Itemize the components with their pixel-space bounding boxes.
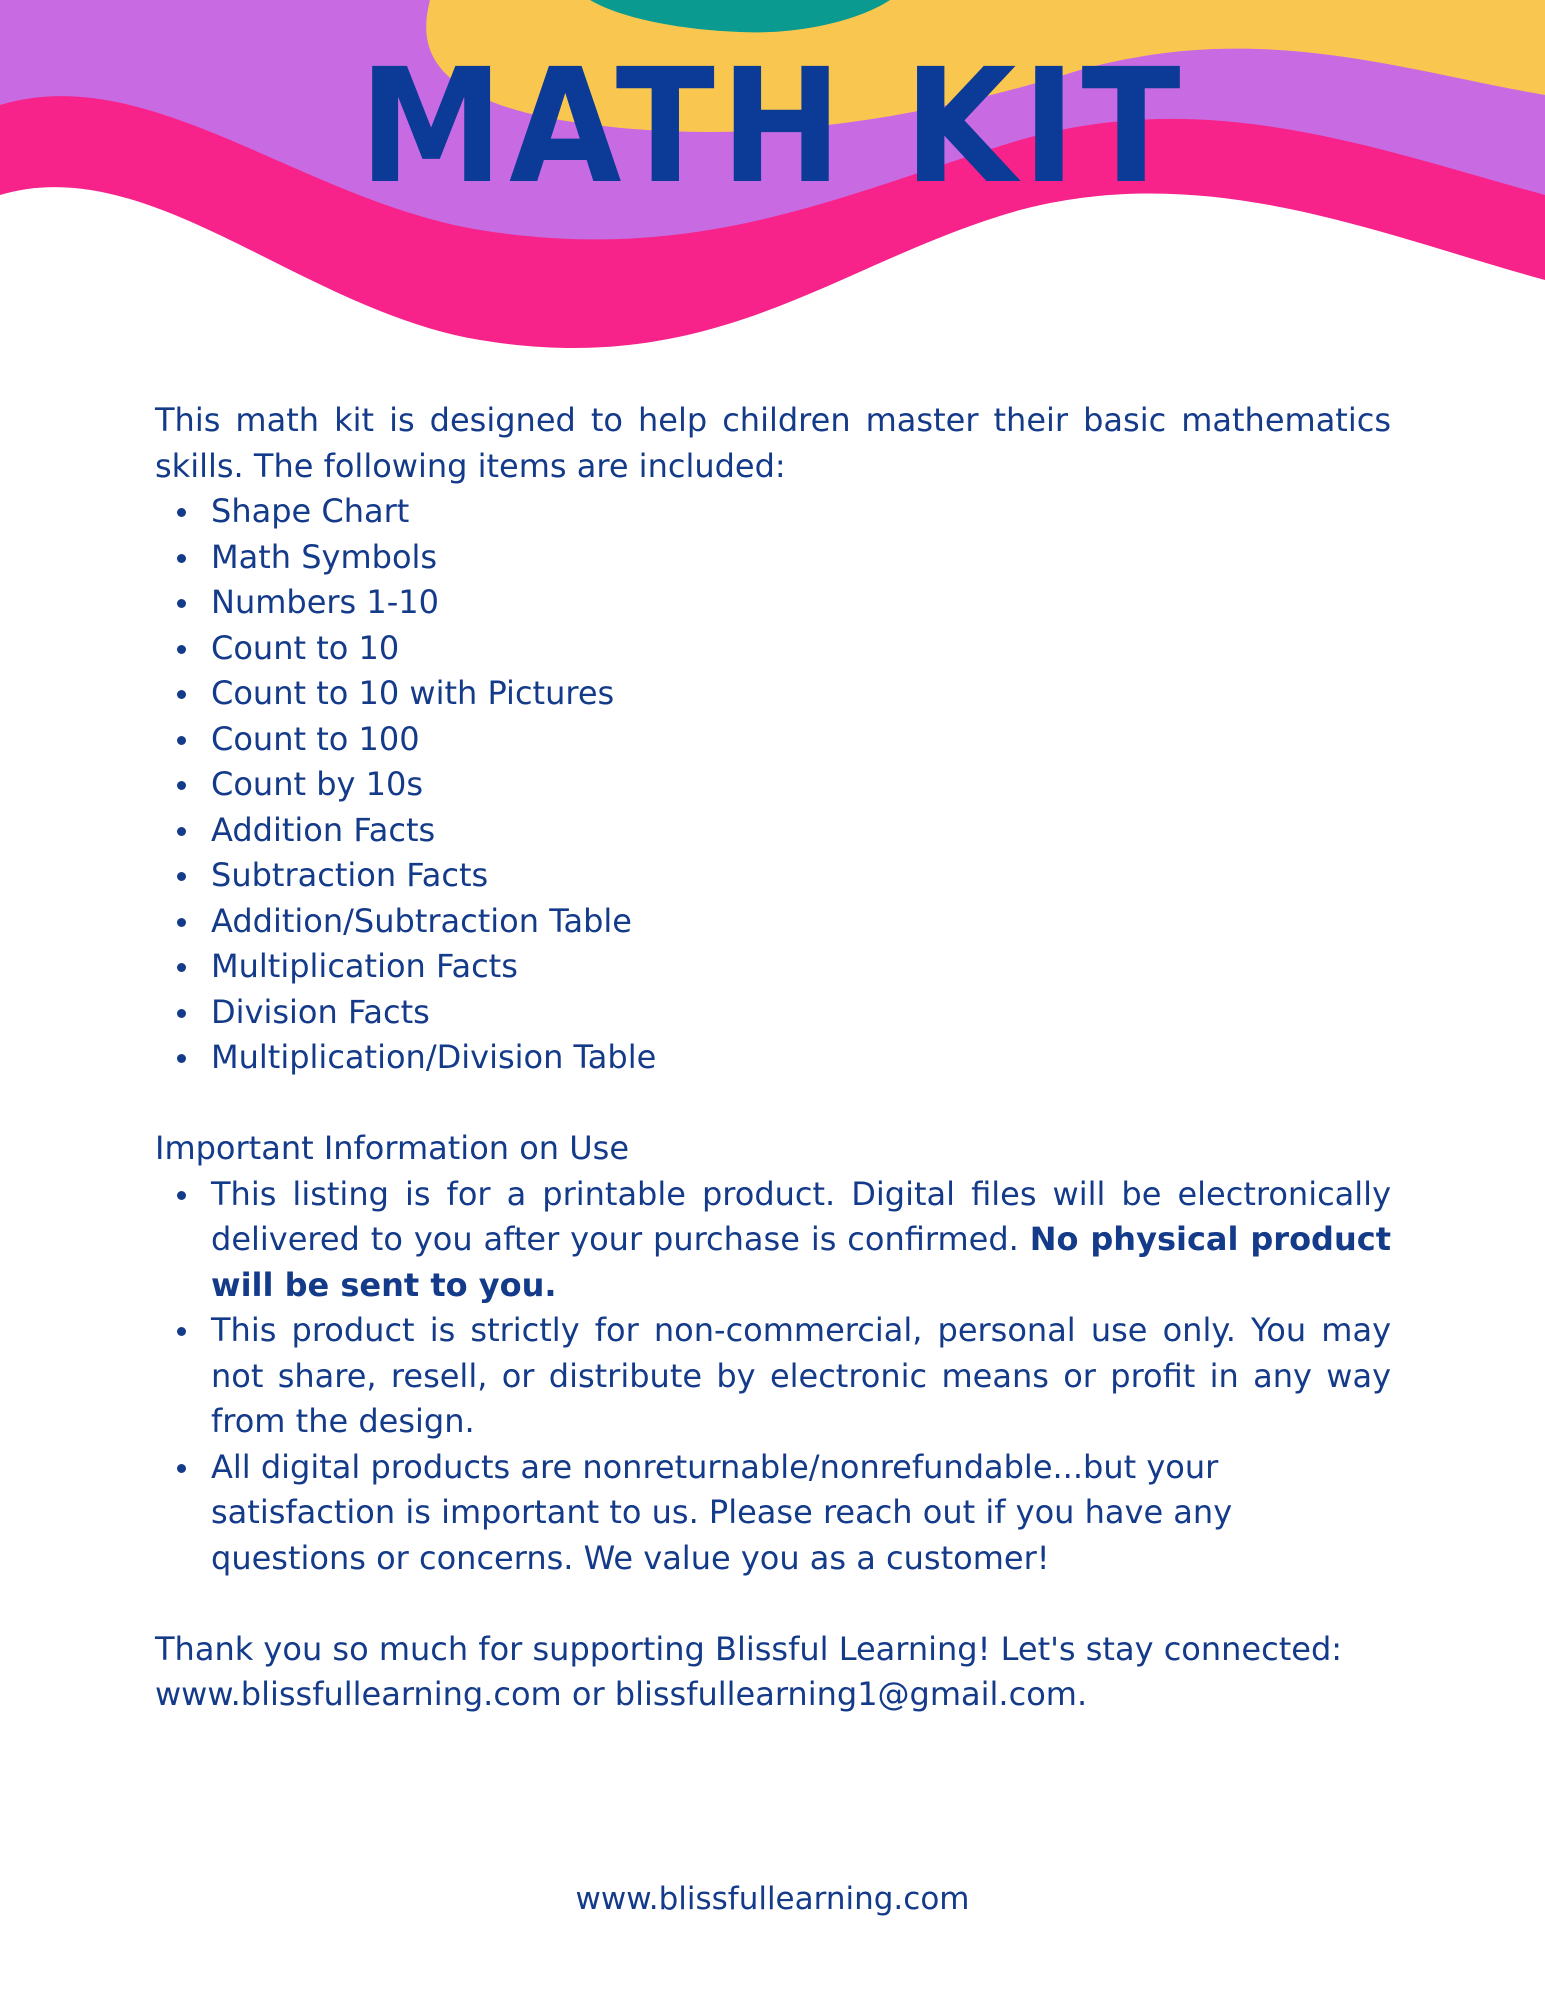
footer-website: www.blissfullearning.com [575, 1881, 970, 1917]
list-item: Division Facts [211, 990, 1391, 1036]
info-delivery-text: This listing is for a printable product. Digital files will be electronically delivered to you after your purchase is confirmed. [211, 1174, 1391, 1258]
list-item: Addition/Subtraction Table [211, 899, 1391, 945]
list-item: Math Symbols [211, 535, 1391, 581]
list-item: Multiplication Facts [211, 944, 1391, 990]
info-item-license: This product is strictly for non-commercial, personal use only. You may not share, resell, or distribute by electronic means or profit in any way from the design. [211, 1308, 1391, 1445]
info-heading: Important Information on Use [155, 1129, 630, 1167]
list-item: Count to 10 with Pictures [211, 671, 1391, 717]
list-item: Multiplication/Division Table [211, 1035, 1391, 1081]
info-delivery-bold: No physical product will be sent to you. [211, 1220, 1391, 1304]
list-item: Count to 100 [211, 717, 1391, 763]
info-item-delivery [211, 1172, 1391, 1309]
thanks-block [155, 1627, 1391, 1718]
contact-line: www.blissfullearning.com or blissfullearning1@gmail.com. [155, 1675, 1088, 1713]
intro-paragraph: This math kit is designed to help children master their basic mathematics skills. The following items are included: [155, 401, 1391, 485]
list-item: Numbers 1-10 [211, 580, 1391, 626]
info-list [155, 1172, 1391, 1582]
main-content [155, 398, 1391, 1718]
list-item: Addition Facts [211, 808, 1391, 854]
page-title: MATH KIT [358, 35, 1187, 219]
list-item: Shape Chart [211, 489, 1391, 535]
info-item-refund: All digital products are nonreturnable/nonrefundable...but your satisfaction is important to us. Please reach out if you have any questions or concerns. We value you as a customer! [211, 1445, 1391, 1582]
list-item: Count by 10s [211, 762, 1391, 808]
list-item: Count to 10 [211, 626, 1391, 672]
included-items-list [155, 489, 1391, 1081]
list-item: Subtraction Facts [211, 853, 1391, 899]
thanks-line: Thank you so much for supporting Blissful Learning! Let's stay connected: [155, 1629, 1343, 1668]
